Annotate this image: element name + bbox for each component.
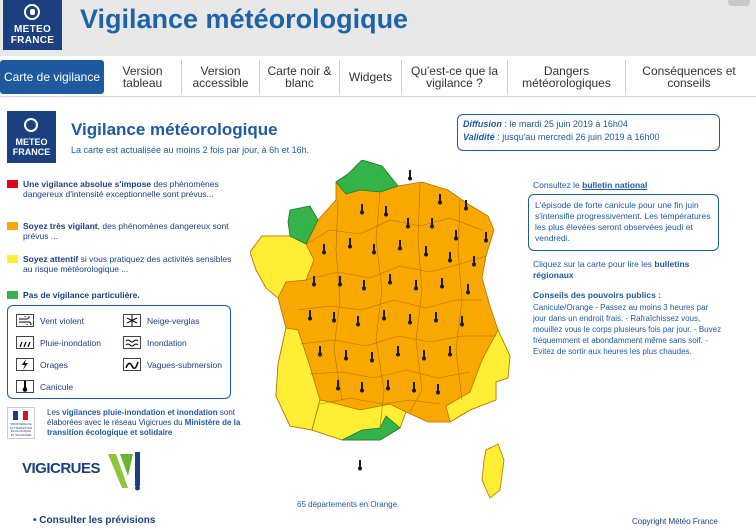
vigicrues-v-logo[interactable] xyxy=(106,450,146,492)
map-subtitle: La carte est actualisée au moins 2 fois par jour, à 6h et 16h. xyxy=(71,145,310,155)
nav-carte-noir-blanc[interactable]: Carte noir & blanc xyxy=(260,60,340,94)
yellow-swatch xyxy=(7,255,18,263)
legend-orange-text: , des phénomènes dangereux sont prévus ... xyxy=(23,221,229,241)
legend-red-text: des phénomènes dangereux d'intensité exceptionnelle sont prévus... xyxy=(23,179,219,199)
consulter-previsions-link[interactable]: • Consulter les prévisions xyxy=(33,515,156,526)
wave-icon xyxy=(123,358,141,371)
national-bulletin-line: Consultez le bulletin national xyxy=(533,180,648,190)
nav-divider xyxy=(0,96,756,97)
legend-orange-title: Soyez très vigilant xyxy=(23,221,98,231)
pheno-storm: Orages xyxy=(16,358,68,371)
zone-green-north xyxy=(336,160,398,194)
main-nav xyxy=(0,60,756,94)
legend-red-title: Une vigilance absolue s'impose xyxy=(23,179,152,189)
nav-version-tableau[interactable]: Version tableau xyxy=(104,60,182,94)
thermometer-icon xyxy=(16,380,34,393)
phenomena-legend xyxy=(7,305,231,399)
wind-icon xyxy=(16,314,34,327)
logo-mark-icon xyxy=(24,118,38,132)
legend-green xyxy=(7,290,232,300)
site-header xyxy=(0,0,756,56)
flood-icon xyxy=(123,336,141,349)
green-swatch xyxy=(7,291,18,299)
map-meteo-france-logo xyxy=(7,111,56,163)
diffusion-label: Diffusion xyxy=(463,119,502,129)
pheno-flood: Inondation xyxy=(123,336,187,349)
regional-bulletins: Cliquez sur la carte pour lire les bulletins régionaux xyxy=(533,259,690,280)
legend-orange xyxy=(7,221,232,241)
pheno-waves: Vagues-submersion xyxy=(123,358,222,371)
nav-widgets[interactable]: Widgets xyxy=(340,60,402,94)
pheno-heat: Canicule xyxy=(16,380,73,393)
site-title: Vigilance météorologique xyxy=(80,4,409,34)
pheno-rain: Pluie-inondation xyxy=(16,336,101,349)
pheno-snow: Neige-verglas xyxy=(123,314,199,327)
regional-bulletins-link[interactable]: bulletins régionaux xyxy=(533,259,690,280)
snowflake-icon xyxy=(123,314,141,327)
logo-text-line1: METEO xyxy=(15,137,48,147)
validite-label: Validité xyxy=(463,132,495,142)
ministry-link[interactable]: Ministère de la transition écologique et solidaire xyxy=(47,418,241,437)
map-title: Vigilance météorologique xyxy=(71,120,278,139)
logo-mark-icon xyxy=(24,4,40,20)
corner-tab xyxy=(728,0,750,6)
nav-dangers-meteorologiques[interactable]: Dangers météorologiques xyxy=(508,60,626,94)
orange-swatch xyxy=(7,222,18,230)
republique-francaise-logo: MINISTÈRE DE LA TRANSITION ÉCOLOGIQUE ET SOLIDAIRE xyxy=(7,407,35,439)
copyright: Copyright Météo France xyxy=(632,517,718,526)
conseils-title: Conseils des pouvoirs publics : xyxy=(533,290,661,300)
department-count: 65 départements en Orange. xyxy=(297,500,400,509)
red-swatch xyxy=(7,180,18,188)
diffusion-value: : le mardi 25 juin 2019 à 16h04 xyxy=(501,119,628,129)
rain-icon xyxy=(16,336,34,349)
vigicrues-note: Les vigilances pluie-inondation et inondation sont élaborées avec le réseau Vigicrues du Ministère de la transition écologique et solidaire xyxy=(47,408,241,437)
conseils-text: Canicule/Orange - Passez au moins 3 heures par jour dans un endroit frais. - Rafraîchissez vous, mouillez vous le corps plusieurs fois par jour. - Buvez fréquemment et abondamment même sans soif. - Evitez de sortir aux heures les plus chaudes. xyxy=(533,303,722,356)
vigicrues-logo[interactable]: VIGICRUES xyxy=(22,460,101,477)
vigilance-map[interactable] xyxy=(250,160,530,500)
nav-version-accessible[interactable]: Version accessible xyxy=(182,60,260,94)
corsica xyxy=(482,444,504,498)
validity-box xyxy=(457,114,720,151)
nav-consequences-et-conseils[interactable]: Conséquences et conseils xyxy=(642,64,736,90)
logo-text-line2: FRANCE xyxy=(10,35,55,46)
legend-red xyxy=(7,179,232,199)
pheno-wind: Vent violent xyxy=(16,314,84,327)
episode-box: L'épisode de forte canicule pour une fin juin s'intensifie progressivement. Les températures les plus élevées seront observées jeudi et vendredi. xyxy=(528,194,719,251)
logo-text-line1: METEO xyxy=(13,24,52,35)
legend-yellow-text: si vous pratiquez des activités sensibles au risque météorologique ... xyxy=(23,254,232,274)
nav-qu-est-ce-que-la-vigilance[interactable]: Qu'est-ce que la vigilance ? xyxy=(402,60,508,94)
meteo-france-logo[interactable] xyxy=(3,0,62,50)
logo-text-line2: FRANCE xyxy=(12,147,51,157)
legend-green-title: Pas de vigilance particulière. xyxy=(23,290,140,300)
validite-value: : jusqu'au mercredi 26 juin 2019 à 16h00 xyxy=(494,132,660,142)
nav-carte-de-vigilance[interactable]: Carte de vigilance xyxy=(0,60,104,94)
legend-yellow xyxy=(7,254,232,274)
lightning-icon xyxy=(16,358,34,371)
national-bulletin-link[interactable]: bulletin national xyxy=(582,180,648,190)
legend-yellow-title: Soyez attentif xyxy=(23,254,79,264)
